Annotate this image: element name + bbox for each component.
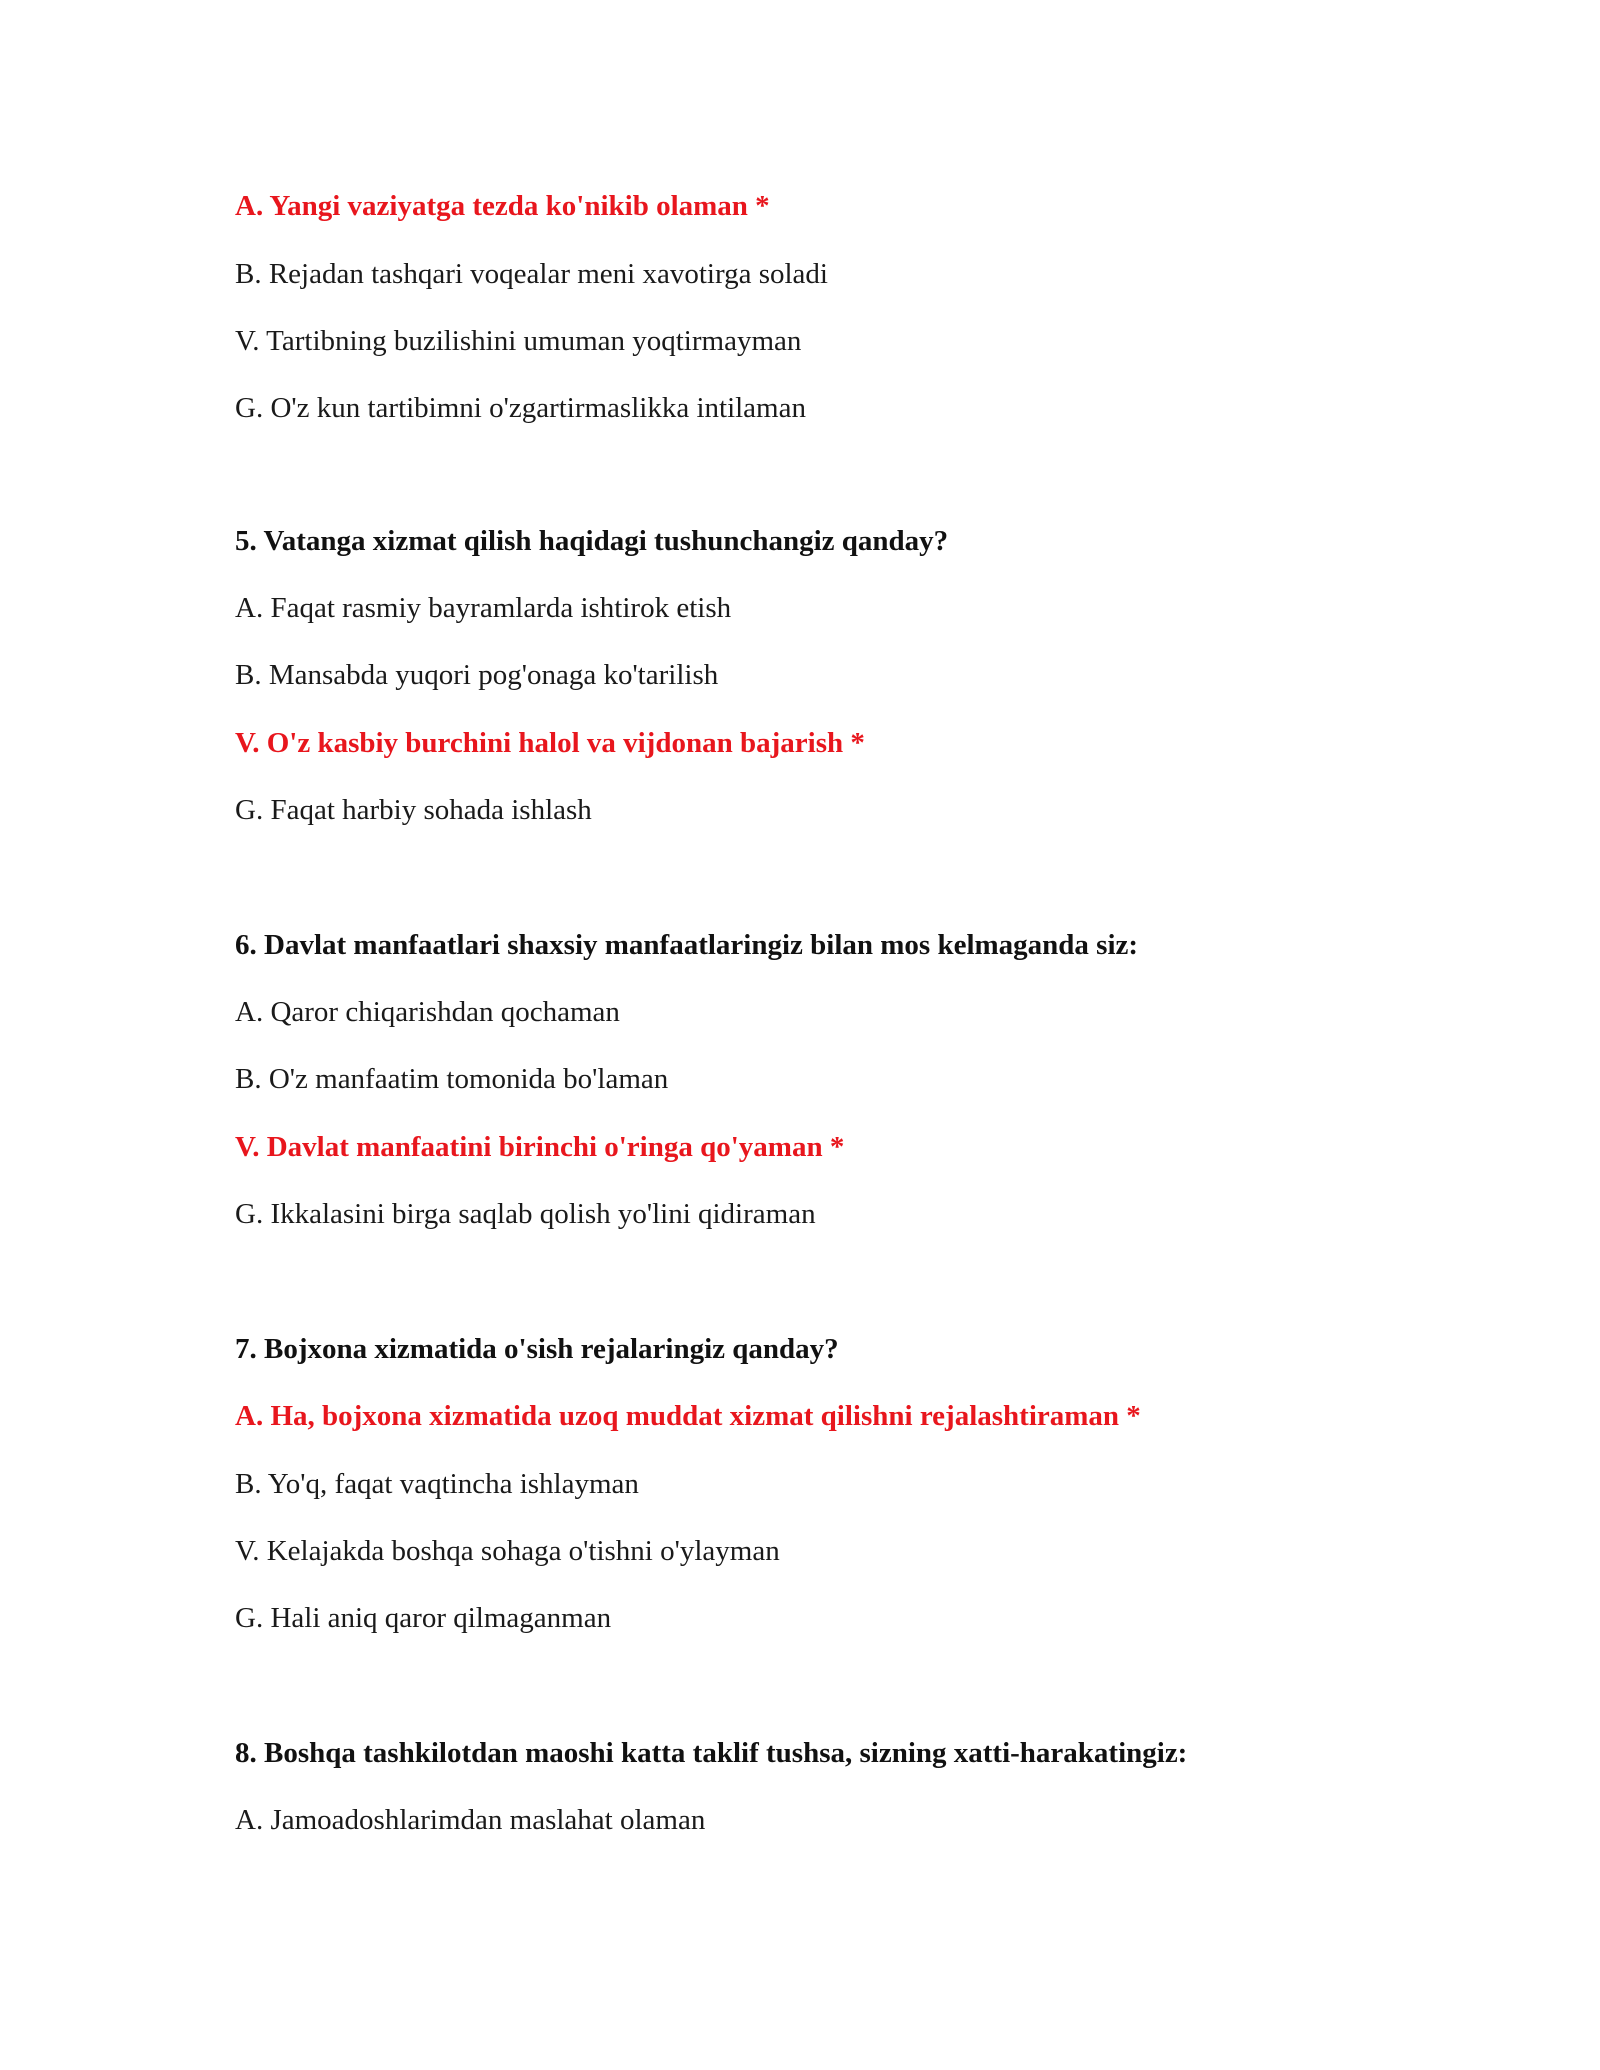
question-title: 8. Boshqa tashkilotdan maoshi katta taklif tushsa, sizning xatti-harakatingiz: bbox=[235, 1737, 1188, 1769]
answer-option: B. Yo'q, faqat vaqtincha ishlayman bbox=[235, 1468, 639, 1500]
answer-option: A. Qaror chiqarishdan qochaman bbox=[235, 996, 620, 1028]
answer-option: B. O'z manfaatim tomonida bo'laman bbox=[235, 1063, 669, 1095]
answer-option: G. Ikkalasini birga saqlab qolish yo'lini qidiraman bbox=[235, 1198, 816, 1230]
answer-option: V. Kelajakda boshqa sohaga o'tishni o'ylayman bbox=[235, 1535, 780, 1567]
correct-answer-option: A. Ha, bojxona xizmatida uzoq muddat xizmat qilishni rejalashtiraman * bbox=[235, 1400, 1141, 1432]
answer-option: A. Faqat rasmiy bayramlarda ishtirok etish bbox=[235, 592, 732, 624]
question-title: 5. Vatanga xizmat qilish haqidagi tushunchangiz qanday? bbox=[235, 525, 949, 557]
answer-option: V. Tartibning buzilishini umuman yoqtirmayman bbox=[235, 325, 802, 357]
answer-option: A. Jamoadoshlarimdan maslahat olaman bbox=[235, 1804, 706, 1836]
correct-answer-option: A. Yangi vaziyatga tezda ko'nikib olaman * bbox=[235, 190, 770, 222]
answer-option: B. Mansabda yuqori pog'onaga ko'tarilish bbox=[235, 659, 719, 691]
question-title: 7. Bojxona xizmatida o'sish rejalaringiz qanday? bbox=[235, 1333, 839, 1365]
answer-option: B. Rejadan tashqari voqealar meni xavotirga soladi bbox=[235, 258, 828, 290]
answer-option: G. Faqat harbiy sohada ishlash bbox=[235, 794, 592, 826]
answer-option: G. Hali aniq qaror qilmaganman bbox=[235, 1602, 612, 1634]
answer-option: G. O'z kun tartibimni o'zgartirmaslikka intilaman bbox=[235, 392, 806, 424]
correct-answer-option: V. Davlat manfaatini birinchi o'ringa qo'yaman * bbox=[235, 1131, 845, 1163]
question-title: 6. Davlat manfaatlari shaxsiy manfaatlaringiz bilan mos kelmaganda siz: bbox=[235, 929, 1139, 961]
correct-answer-option: V. O'z kasbiy burchini halol va vijdonan bajarish * bbox=[235, 727, 865, 759]
